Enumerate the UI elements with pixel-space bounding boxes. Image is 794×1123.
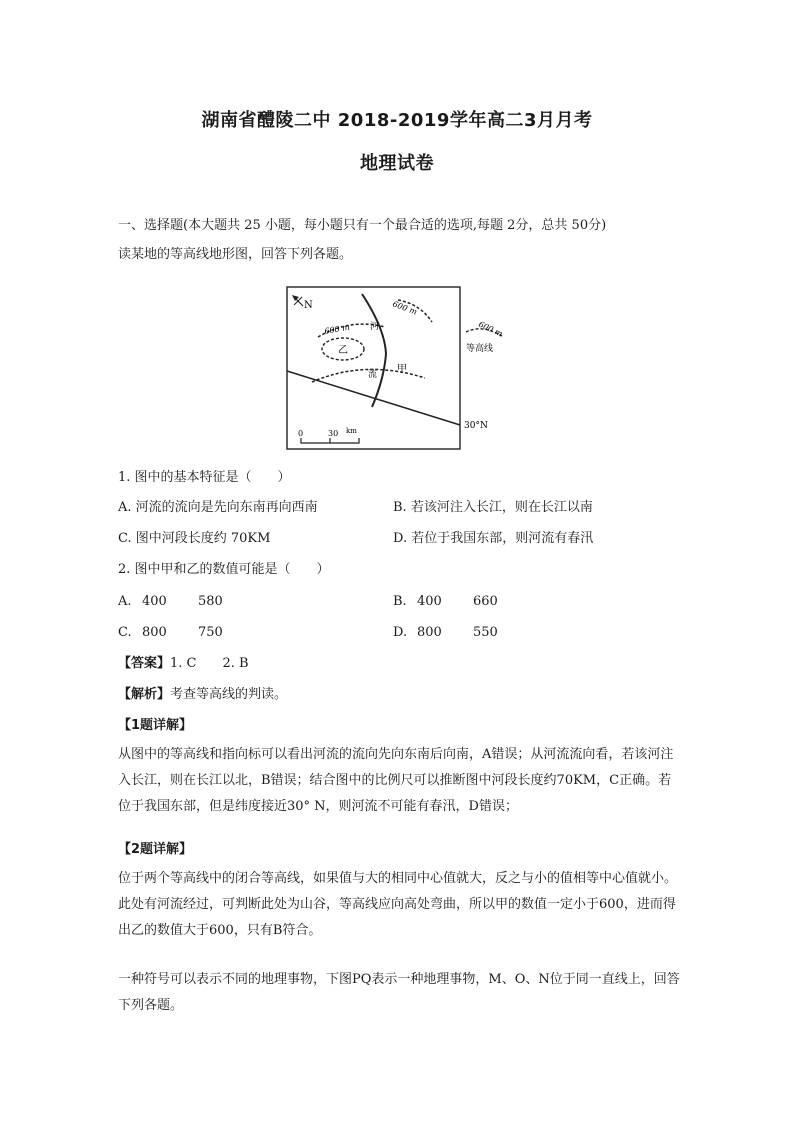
detail2-label: 【2题详解】 bbox=[118, 842, 193, 857]
point-jia-label: 甲 bbox=[397, 364, 407, 375]
detail1-text: 从图中的等高线和指向标可以看出河流的流向先向东南后向南，A错误；从河流流向看，若该河注入长江，则在长江以北，B错误；结合图中的比例尺可以推断图中河段长度约70KM，C正确。若位于我国东部，但是纬度接近30° N，则河流不可能有春汛，D错误； bbox=[118, 747, 674, 814]
q2-b-label: B. bbox=[393, 594, 407, 609]
detail1-label: 【1题详解】 bbox=[118, 718, 193, 733]
river-char-2: 流 bbox=[368, 370, 378, 380]
contour-map bbox=[270, 284, 520, 454]
question-intro: 读某地的等高线地形图，回答下列各题。 bbox=[118, 247, 353, 262]
q2-option-a bbox=[118, 593, 223, 611]
river-char-1: 河 bbox=[370, 322, 380, 332]
q2-d-label: D. bbox=[393, 625, 408, 640]
q2-d-v1: 800 bbox=[417, 625, 442, 640]
q2-c-v2: 750 bbox=[198, 625, 223, 640]
scale-unit: km bbox=[346, 427, 357, 435]
latitude-label: 30°N bbox=[464, 421, 488, 431]
q2-b-v2: 660 bbox=[473, 594, 498, 609]
answer-line bbox=[118, 655, 249, 673]
north-label: N bbox=[304, 300, 313, 311]
map-frame bbox=[287, 287, 460, 449]
q1-option-b: B. 若该河注入长江，则在长江以南 bbox=[393, 500, 593, 515]
detail2-text: 位于两个等高线中的闭合等高线，如果值与大的相同中心值就大，反之与小的值相等中心值就小。此处有河流经过，可判断此处为山谷，等高线应向高处弯曲，所以甲的数值一定小于600，进而得出乙的数值大于600，只有B符合。 bbox=[118, 871, 678, 938]
river-line bbox=[362, 294, 386, 407]
point-yi-label: 乙 bbox=[338, 345, 348, 356]
q2-a-v1: 400 bbox=[142, 594, 167, 609]
q1-option-d: D. 若位于我国东部，则河流有春汛 bbox=[393, 531, 594, 546]
q2-stem: 2. 图中甲和乙的数值可能是（ ） bbox=[118, 562, 330, 577]
legend-contour-value: 600 m bbox=[477, 319, 504, 339]
q2-option-d bbox=[393, 624, 498, 642]
q2-option-b bbox=[393, 593, 498, 611]
next-question-intro: 一种符号可以表示不同的地理事物，下图PQ表示一种地理事物，M、O、N位于同一直线上，回答下列各题。 bbox=[118, 972, 680, 1013]
section-heading: 一、选择题(本大题共 25 小题，每小题只有一个最合适的选项,每题 2分，总共 50分) bbox=[118, 218, 607, 233]
analysis-label: 【解析】 bbox=[118, 687, 171, 702]
q2-c-label: C. bbox=[118, 625, 132, 640]
analysis-text: 考查等高线的判读。 bbox=[170, 687, 288, 702]
q1-stem: 1. 图中的基本特征是（ ） bbox=[118, 470, 291, 485]
page-subtitle: 地理试卷 bbox=[360, 153, 434, 174]
north-arrow-icon bbox=[292, 295, 303, 306]
q2-b-v1: 400 bbox=[417, 594, 442, 609]
page-title: 湖南省醴陵二中 2018-2019学年高二3月月考 bbox=[201, 110, 593, 131]
answer-label: 【答案】 bbox=[118, 656, 171, 671]
q2-d-v2: 550 bbox=[473, 625, 498, 640]
answer-text: 1. C 2. B bbox=[170, 656, 249, 671]
scale-thirty: 30 bbox=[328, 429, 339, 438]
contour-label-left: 600 m bbox=[323, 322, 351, 336]
q2-c-v1: 800 bbox=[142, 625, 167, 640]
q1-option-a: A. 河流的流向是先向东南再向西南 bbox=[118, 500, 318, 515]
legend-label: 等高线 bbox=[466, 344, 494, 354]
q2-a-v2: 580 bbox=[198, 594, 223, 609]
scale-zero: 0 bbox=[298, 429, 304, 438]
analysis-line bbox=[118, 686, 287, 704]
q2-a-label: A. bbox=[118, 594, 132, 609]
contour-label-top: 600 m bbox=[391, 299, 419, 317]
q1-option-c: C. 图中河段长度约 70KM bbox=[118, 531, 271, 546]
q2-option-c bbox=[118, 624, 223, 642]
